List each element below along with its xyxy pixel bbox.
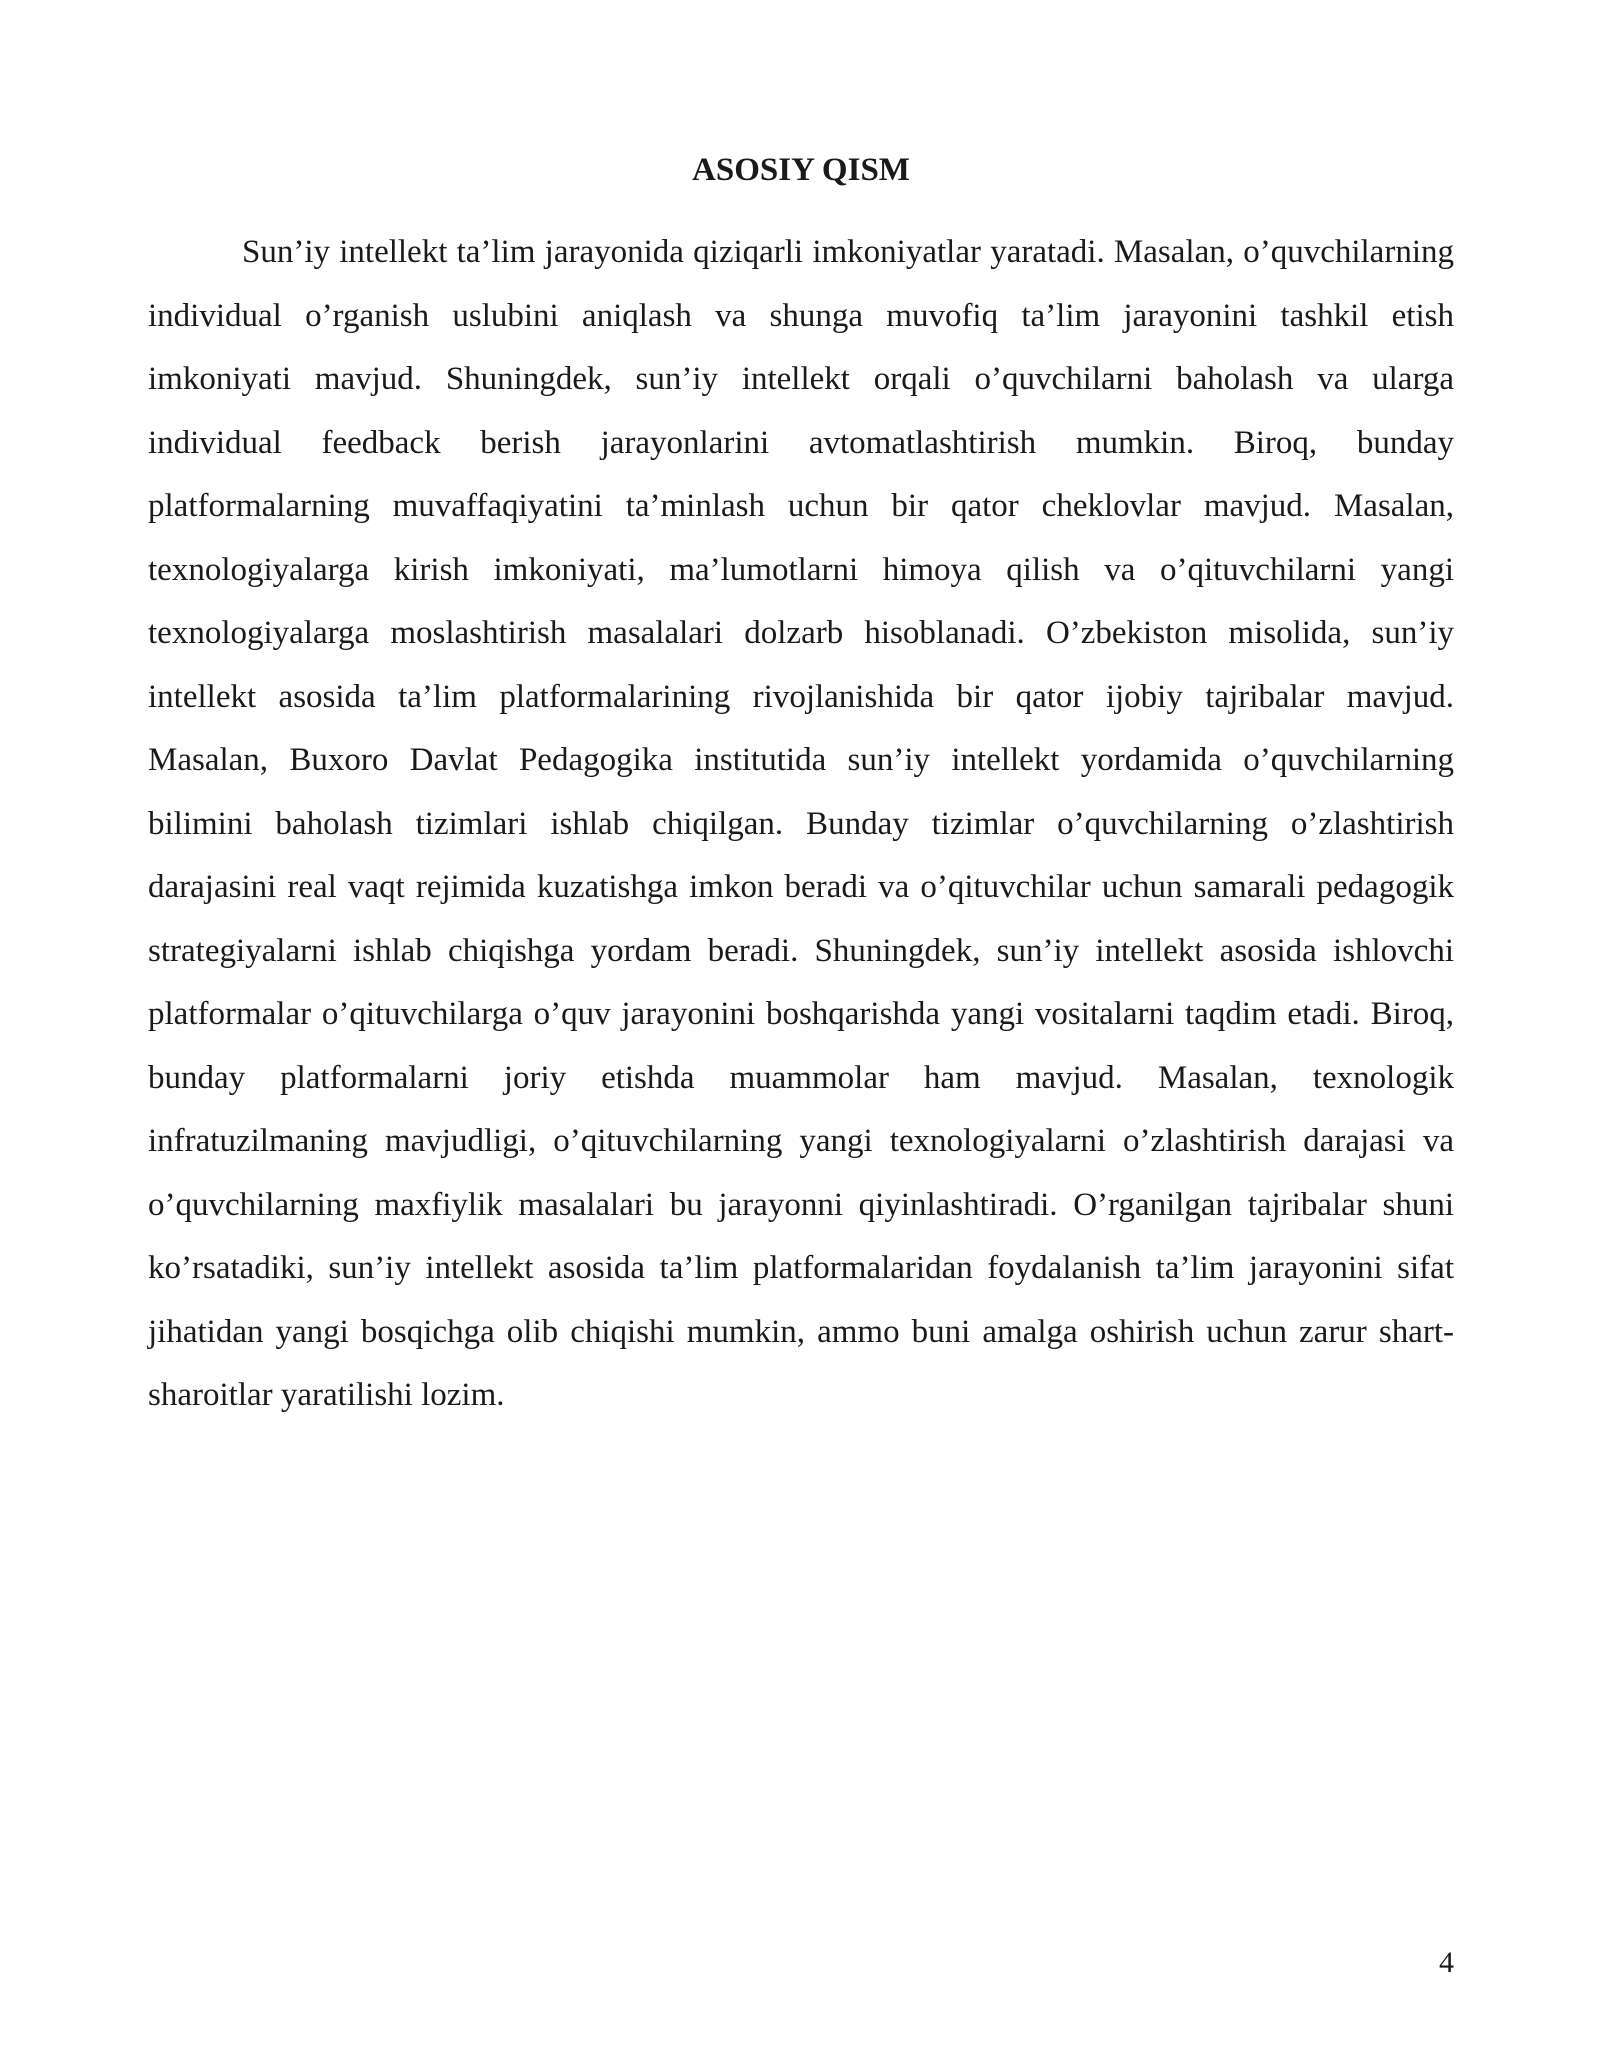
body-paragraph: Sun’iy intellekt ta’lim jarayonida qiziqarli imkoniyatlar yaratadi. Masalan, o’quvchilarning individual o’rganish uslubini aniqlash va shunga muvofiq ta’lim jarayonini tashkil etish imkoniyati mavjud. Shuningdek, sun’iy intellekt orqali o’quvchilarni baholash va ularga individual feedback berish jarayonlarini avtomatlashtirish mumkin. Biroq, bunday platformalarning muvaffaqiyatini ta’minlash uchun bir qator cheklovlar mavjud. Masalan, texnologiyalarga kirish imkoniyati, ma’lumotlarni himoya qilish va o’qituvchilarni yangi texnologiyalarga moslashtirish masalalari dolzarb hisoblanadi. O’zbekiston misolida, sun’iy intellekt asosida ta’lim platformalarining rivojlanishida bir qator ijobiy tajribalar mavjud. Masalan, Buxoro Davlat Pedagogika institutida sun’iy intellekt yordamida o’quvchilarning bilimini baholash tizimlari ishlab chiqilgan. Bunday tizimlar o’quvchilarning o’zlashtirish darajasini real vaqt rejimida kuzatishga imkon beradi va o’qituvchilar uchun samarali pedagogik strategiyalarni ishlab chiqishga yordam beradi. Shuningdek, sun’iy intellekt asosida ishlovchi platformalar o’qituvchilarga o’quv jarayonini boshqarishda yangi vositalarni taqdim etadi. Biroq, bunday platformalarni joriy etishda muammolar ham mavjud. Masalan, texnologik infratuzilmaning mavjudligi, o’qituvchilarning yangi texnologiyalarni o’zlashtirish darajasi va o’quvchilarning maxfiylik masalalari bu jarayonni qiyinlashtiradi. O’rganilgan tajribalar shuni ko’rsatadiki, sun’iy intellekt asosida ta’lim platformalaridan foydalanish ta’lim jarayonini sifat jihatidan yangi bosqichga olib chiqishi mumkin, ammo buni amalga oshirish uchun zarur shart-sharoitlar yaratilishi lozim. bbox=[148, 234, 1454, 1413]
page-number: 4 bbox=[1439, 1946, 1454, 1979]
section-heading: ASOSIY QISM bbox=[692, 152, 910, 188]
